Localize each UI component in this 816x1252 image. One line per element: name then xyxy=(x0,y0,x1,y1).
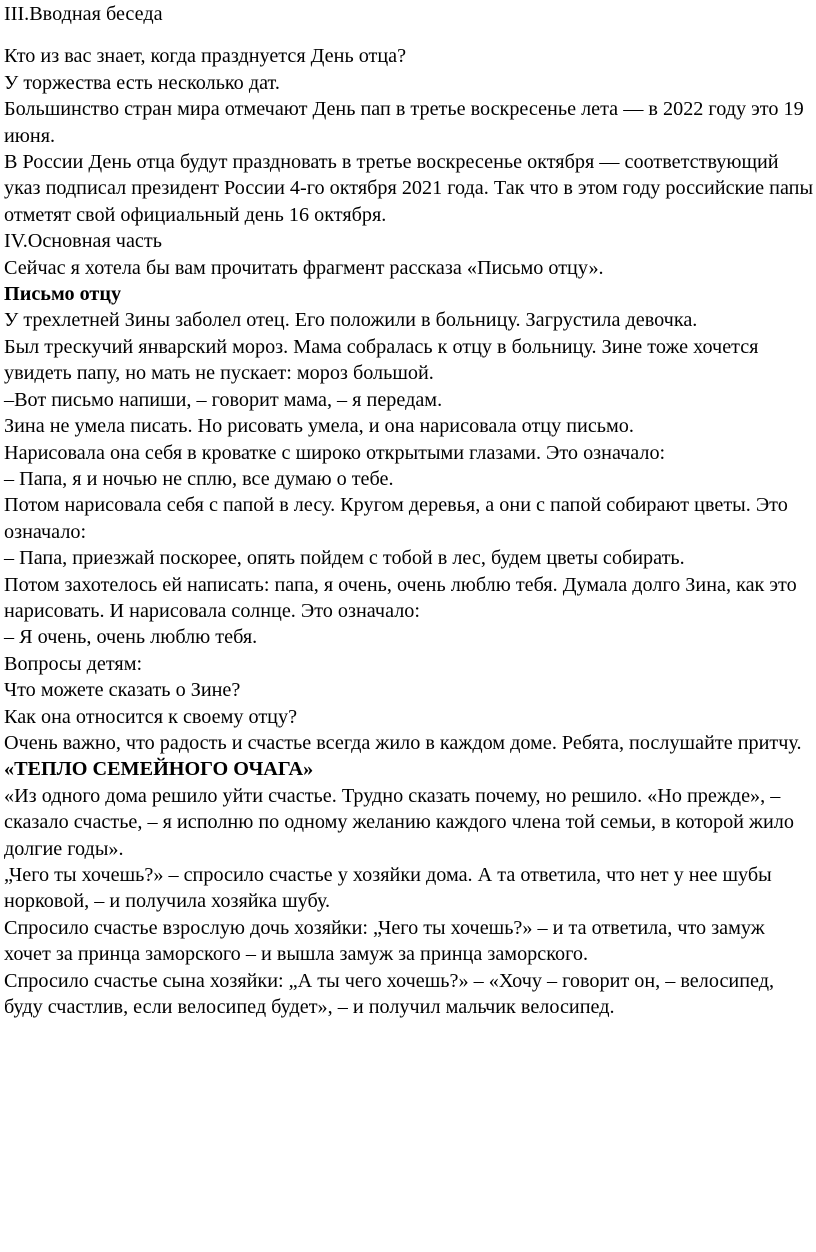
story-title: Письмо отцу xyxy=(4,283,122,306)
paragraph: Что можете сказать о Зине? xyxy=(4,679,241,702)
paragraph: В России День отца будут праздновать в третье воскресенье октября — соответствующий указ подписал президент России 4-го октября 2021 года. Так что в этом году российские папы отметят свой официальный день 16 октября. xyxy=(4,151,814,226)
paragraph: – Папа, я и ночью не сплю, все думаю о тебе. xyxy=(4,467,394,490)
parable-title: «ТЕПЛО СЕМЕЙНОГО ОЧАГА» xyxy=(4,758,314,781)
paragraph: Потом нарисовала себя с папой в лесу. Кругом деревья, а они с папой собирают цветы. Это означало: xyxy=(4,494,788,543)
paragraph: Большинство стран мира отмечают День пап в третье воскресенье лета — в 2022 году это 19 июня. xyxy=(4,98,804,147)
paragraph: «Из одного дома решило уйти счастье. Трудно сказать почему, но решило. «Но прежде», – сказало счастье, – я исполню по одному желанию каждого члена той семьи, в которой жило долгие годы». xyxy=(4,784,794,860)
paragraph: Очень важно, что радость и счастье всегда жило в каждом доме. Ребята, послушайте притчу. xyxy=(4,731,802,754)
paragraph: Кто из вас знает, когда празднуется День отца? xyxy=(4,45,407,68)
paragraph: Нарисовала она себя в кроватке с широко открытыми глазами. Это означало: xyxy=(4,441,666,464)
paragraph: –Вот письмо напиши, – говорит мама, – я передам. xyxy=(4,388,443,411)
section-heading-main-part: IV.Основная часть xyxy=(4,230,162,253)
paragraph: Зина не умела писать. Но рисовать умела, и она нарисовала отцу письмо. xyxy=(4,415,634,438)
paragraph: Спросило счастье сына хозяйки: „А ты чего хочешь?» – «Хочу – говорит он, – велосипед, буду счастлив, если велосипед будет», – и получил мальчик велосипед. xyxy=(4,969,775,1019)
paragraph: У торжества есть несколько дат. xyxy=(4,71,280,94)
paragraph: „Чего ты хочешь?» – спросило счастье у хозяйки дома. А та ответила, что нет у нее шубы норковой, – и получила хозяйка шубу. xyxy=(4,864,772,913)
paragraph: Был трескучий январский мороз. Мама собралась к отцу в больницу. Зине тоже хочется увидеть папу, но мать не пускает: мороз большой. xyxy=(4,335,759,385)
paragraph: Как она относится к своему отцу? xyxy=(4,705,298,728)
paragraph: Сейчас я хотела бы вам прочитать фрагмент рассказа «Письмо отцу». xyxy=(4,256,604,279)
paragraph: Потом захотелось ей написать: папа, я очень, очень люблю тебя. Думала долго Зина, как это нарисовать. И нарисовала солнце. Это означало: xyxy=(4,573,797,622)
paragraph: – Папа, приезжай поскорее, опять пойдем с тобой в лес, будем цветы собирать. xyxy=(4,547,685,570)
document-body xyxy=(4,1,816,1020)
paragraph: Вопросы детям: xyxy=(4,652,143,675)
paragraph: У трехлетней Зины заболел отец. Его положили в больницу. Загрустила девочка. xyxy=(4,309,698,332)
section-heading-introduction: III.Вводная беседа xyxy=(4,3,163,25)
paragraph: Спросило счастье взрослую дочь хозяйки: „Чего ты хочешь?» – и та ответила, что замуж хочет за принца заморского – и вышла замуж за принца заморского. xyxy=(4,916,765,966)
paragraph: – Я очень, очень люблю тебя. xyxy=(4,626,258,649)
